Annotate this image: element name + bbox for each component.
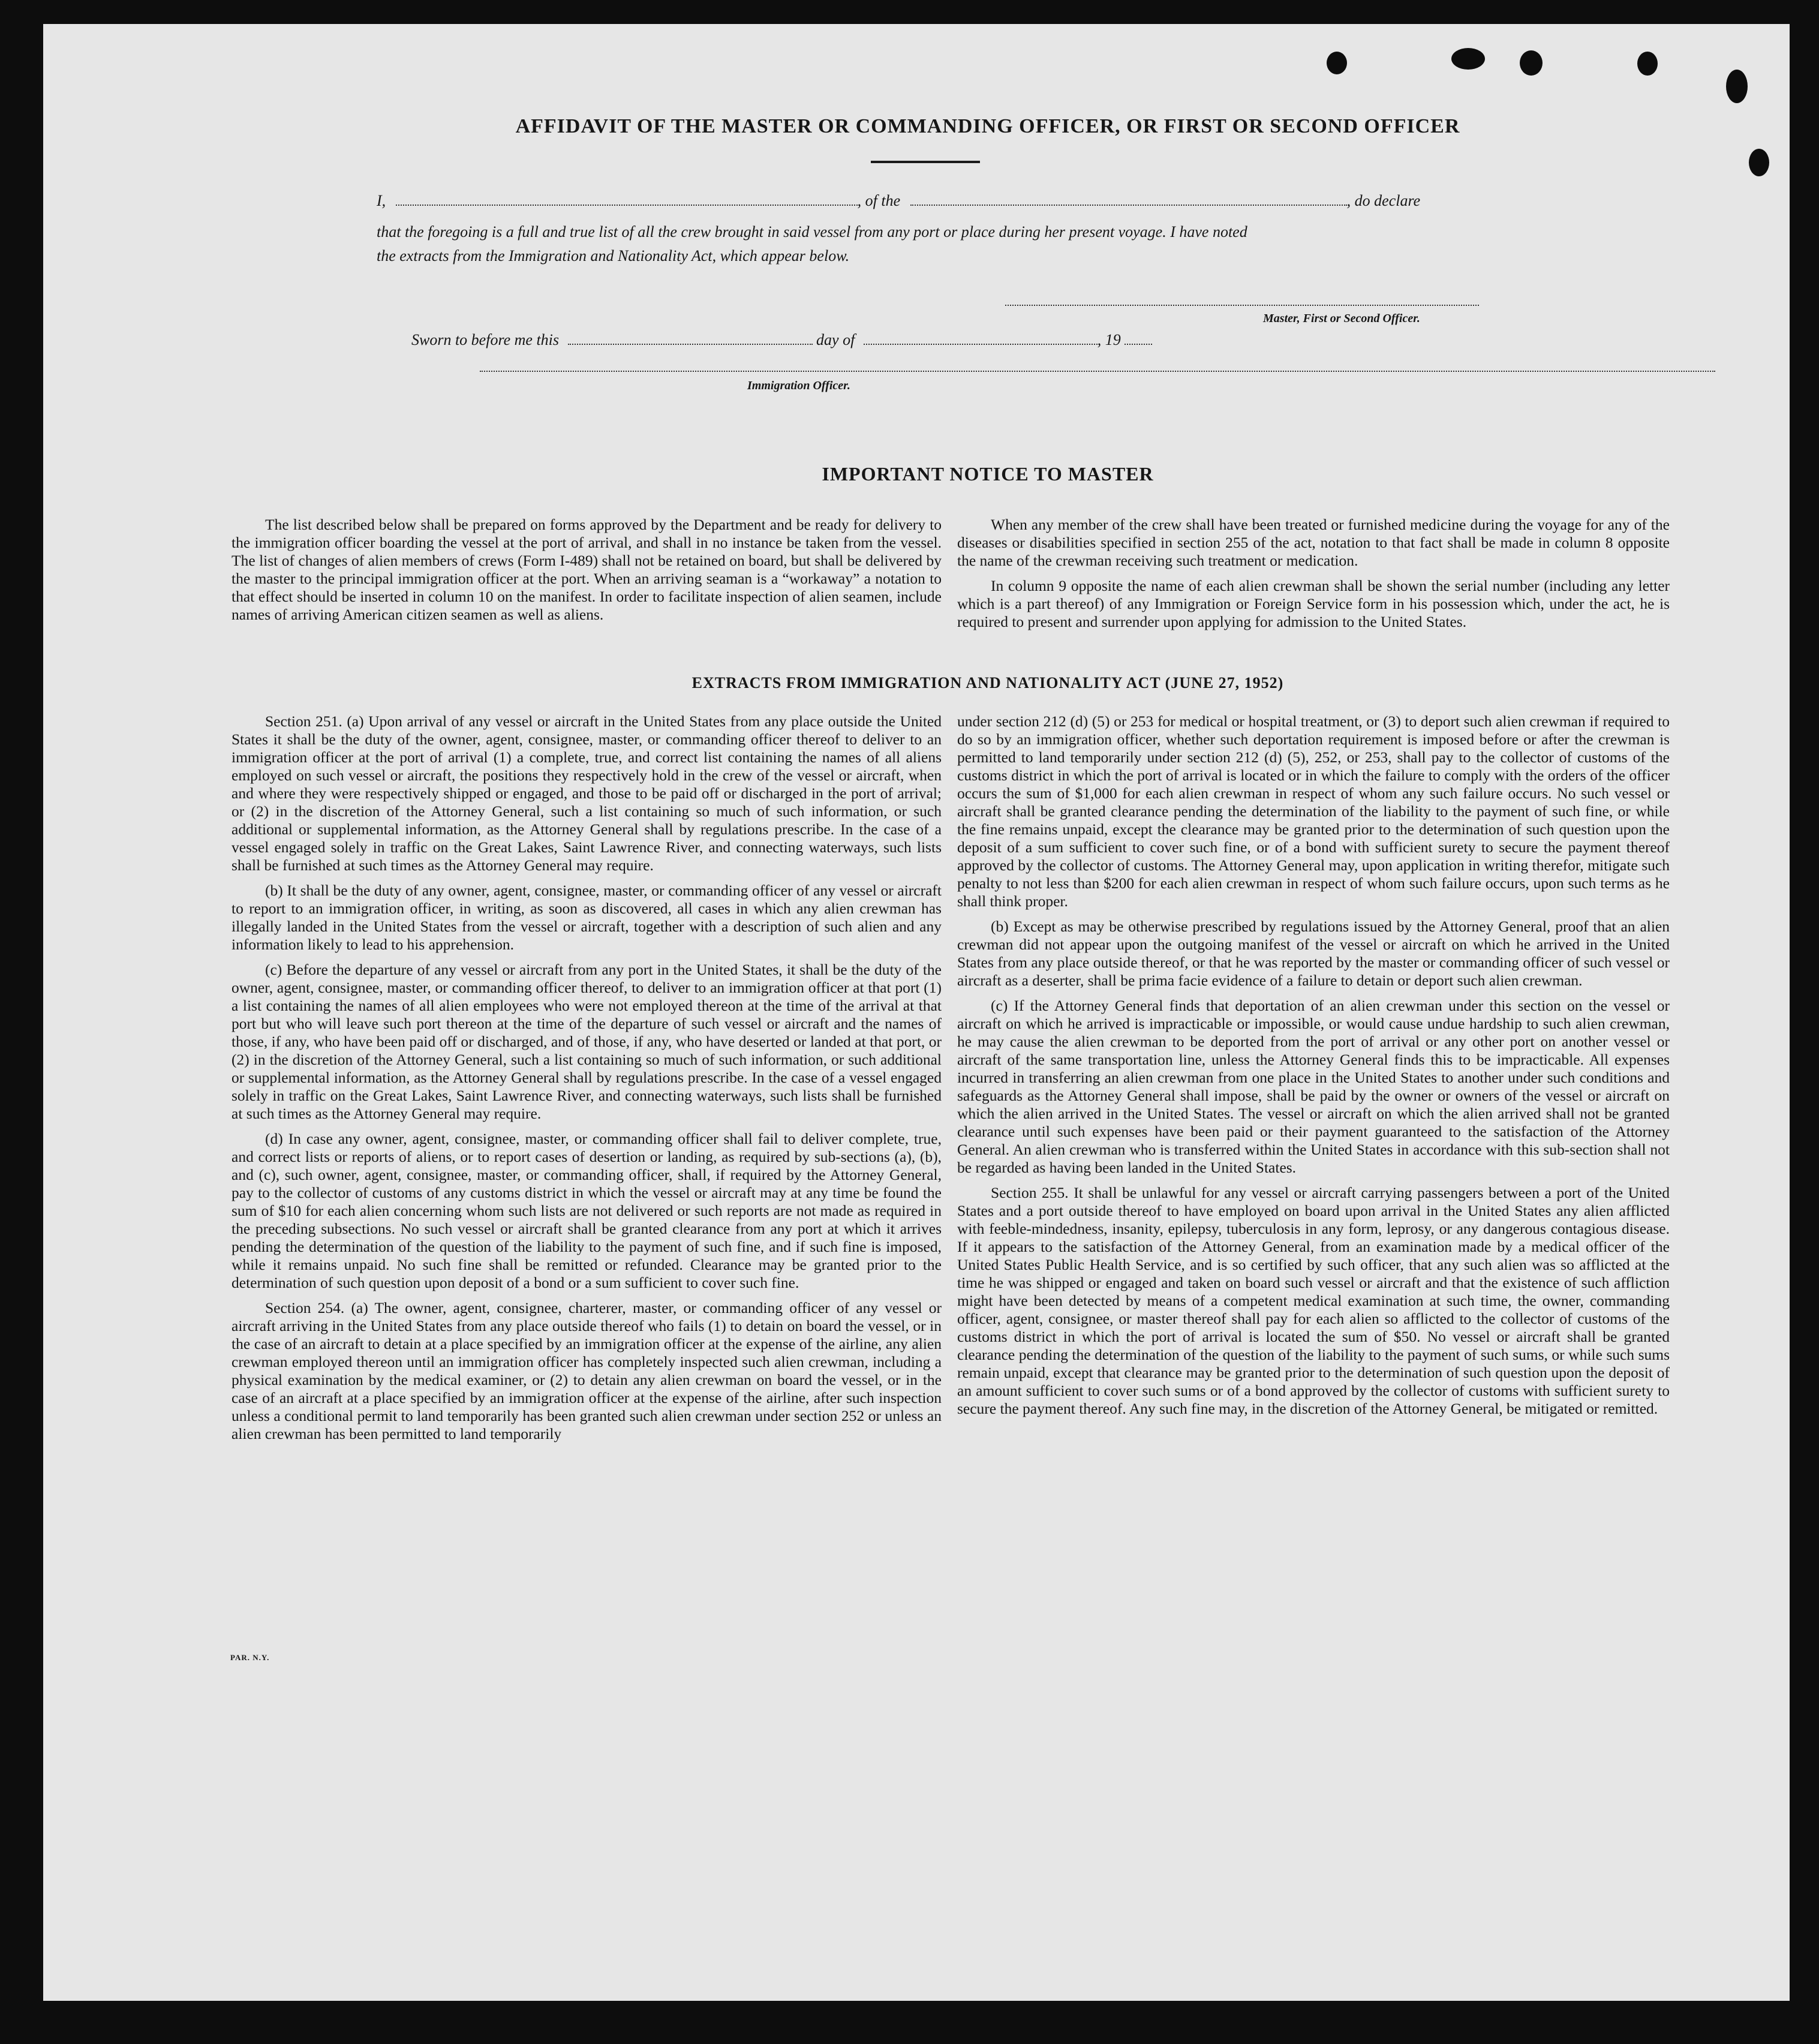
extracts-left-column [231, 713, 942, 1443]
notice-right-column [957, 516, 1670, 631]
notice-paragraph: When any member of the crew shall have been treated or furnished medicine during the voyage for any of the diseases or disabilities specified in section 255 of the act, notation to that fact shall be made in column 8 opposite the name of the crewman receiving such treatment or medication. [957, 516, 1670, 569]
punch-hole [1749, 149, 1769, 176]
section-255: Section 255. It shall be unlawful for any vessel or aircraft carrying passengers between a port of the United States and a port outside thereof to have employed on board upon arrival in the United States any alien afflicted with feeble-mindedness, insanity, epilepsy, tuberculosis in any form, leprosy, or any dangerous contagious disease. If it appears to the satisfaction of the Attorney General, from an examination made by a medical officer of the United States Public Health Service, and is so certified by such officer, that any such alien was so afflicted at the time he was shipped or engaged and taken on board such vessel or aircraft and that the existence of such affliction might have been detected by means of a competent medical examination at such time, the owner, commanding officer, agent, consignee, or master thereof shall pay for each alien so afflicted to the collector of customs of the customs district in which the port of arrival is located the sum of $50. No vessel or aircraft shall be granted clearance pending the determination of the question of the liability to the payment of such sums, or while such sums remain unpaid, except that clearance may be granted prior to the determination of such question upon the deposit of an amount sufficient to cover such sums or of a bond approved by the collector of customs with sufficient surety to secure the payment thereof. Any such fine may, in the discretion of the Attorney General, be mitigated or remitted. [957, 1184, 1670, 1417]
officer-signature-line[interactable] [480, 371, 1715, 372]
punch-hole [1726, 70, 1748, 103]
form-page [43, 24, 1790, 2001]
section-254c: (c) If the Attorney General finds that deportation of an alien crewman under this section on the vessel or aircraft on which he arrived is impracticable or impossible, or would cause undue hardship to such alien crewman, he may cause the alien crewman to be deported from the port of arrival or any other port on another vessel or aircraft of the same transportation line, unless the Attorney General finds this to be impracticable. All expenses incurred in transferring an alien crewman from one place in the United States to another under such conditions and safeguards as the Attorney General shall impose, shall be paid by the owner or owners of the vessel or aircraft on which the alien arrived in the United States. The vessel or aircraft on which the alien arrived shall not be granted clearance until such expenses have been paid or their payment guaranteed to the satisfaction of the Attorney General. An alien crewman who is transferred within the United States in accordance with this sub-section shall not be regarded as having been landed in the United States. [957, 997, 1670, 1176]
declaration-line-2: that the foregoing is a full and true list of all the crew brought in said vessel from any port or place during her present voyage. I have noted [377, 223, 1247, 241]
sworn-day-field[interactable] [568, 333, 813, 345]
sworn-year-field[interactable] [1125, 333, 1152, 345]
section-254a-continued: under section 212 (d) (5) or 253 for medical or hospital treatment, or (3) to deport such alien crewman if required to do so by an immigration officer, whether such deportation requirement is imposed before or after the crewman is permitted to land temporarily under section 212 (d) (5), 252, or 253, shall pay to the collector of customs of the customs district in which the port of arrival is located or in which the failure to comply with the orders of the officer occurs the sum of $1,000 for each alien crewman in respect of whom any such failure occurs. No such vessel or aircraft shall be granted clearance pending the determination of the liability to the payment of such fine, or while the fine remains unpaid, except the clearance may be granted prior to the determination of such question upon the deposit of a sum sufficient to cover such fine, or of a bond with sufficient surety to secure the payment thereof approved by the collector of customs. The Attorney General may, upon application in writing therefor, mitigate such penalty to not less than $200 for each alien crewman in respect of whom such failure occurs, upon such terms as he shall think proper. [957, 713, 1670, 910]
extracts-right-column [957, 713, 1670, 1418]
declarant-name-field[interactable] [396, 194, 858, 206]
punch-hole [1637, 52, 1658, 76]
punch-hole [1520, 50, 1543, 76]
master-signature-line[interactable] [1005, 305, 1479, 306]
sworn-day-of-label: day of [816, 331, 855, 348]
punch-hole [1451, 48, 1485, 70]
affidavit-title: AFFIDAVIT OF THE MASTER OR COMMANDING OFFICER, OR FIRST OR SECOND OFFICER [515, 115, 1460, 137]
sworn-prefix: Sworn to before me this [411, 331, 560, 348]
declarant-label: I, [377, 192, 386, 209]
printer-mark: PAR. N.Y. [230, 1653, 270, 1662]
sworn-month-field[interactable] [864, 333, 1098, 345]
notice-paragraph: The list described below shall be prepared on forms approved by the Department and be ready for delivery to the immigration officer boarding the vessel at the port of arrival, and shall in no instance be taken from the vessel. The list of changes of alien members of crews (Form I-489) shall not be retained on board, but shall be delivered by the master to the principal immigration officer at the port. When an arriving seaman is a “workaway” a notation to that effect should be inserted in column 10 on the manifest. In order to facilitate inspection of alien seamen, include names of arriving American citizen seamen as well as aliens. [231, 516, 942, 623]
officer-signature-label: Immigration Officer. [747, 379, 850, 392]
declaration-line-1 [377, 192, 1528, 210]
notice-title: IMPORTANT NOTICE TO MASTER [822, 463, 1154, 485]
sworn-line [411, 331, 1563, 349]
title-divider [871, 161, 980, 163]
declaration-line-3: the extracts from the Immigration and Nationality Act, which appear below. [377, 247, 850, 264]
section-251a: Section 251. (a) Upon arrival of any vessel or aircraft in the United States from any place outside the United States it shall be the duty of the owner, agent, consignee, master, or commanding officer thereof to deliver to an immigration officer at the port of arrival (1) a complete, true, and correct list containing the names of all aliens employed on such vessel or aircraft, the positions they respectively hold in the crew of the vessel or aircraft, when and where they were respectively shipped or engaged, and those to be paid off or discharged in the port of arrival; or (2) in the discretion of the Attorney General, such a list containing so much of such information, or such additional or supplemental information, as the Attorney General shall by regulations prescribe. In the case of a vessel engaged solely in traffic on the Great Lakes, Saint Lawrence River, and connecting waterways, such lists shall be furnished at such times as the Attorney General may require. [231, 713, 942, 874]
section-254b: (b) Except as may be otherwise prescribed by regulations issued by the Attorney General, proof that an alien crewman did not appear upon the outgoing manifest of the vessel or aircraft on which he arrived in the United States from any place outside thereof, or that he was reported by the master or commanding officer of such vessel or aircraft as a deserter, shall be prima facie evidence of a failure to detain or deport such alien crewman. [957, 918, 1670, 989]
vessel-name-field[interactable] [910, 194, 1347, 206]
sworn-year-label: , 19 [1097, 331, 1121, 348]
section-251c: (c) Before the departure of any vessel or aircraft from any port in the United States, it shall be the duty of the owner, agent, consignee, master, or commanding officer thereof, to deliver to an immigration officer at that port (1) a list containing the names of all alien employees who were not employed thereon at the time of the arrival at that port but who will leave such port thereon at the time of the departure of such vessel or aircraft and the names of those, if any, who have been paid off or discharged, and of those, if any, who have deserted or landed at that port, or (2) in the discretion of the Attorney General, such a list containing so much of such information, or such additional or supplemental information, as the Attorney General shall by regulations prescribe. In the case of a vessel engaged solely in traffic on the Great Lakes, Saint Lawrence River, and connecting waterways, such lists shall be furnished at such times as the Attorney General may require. [231, 961, 942, 1122]
master-signature-label: Master, First or Second Officer. [1263, 312, 1420, 325]
notice-left-column [231, 516, 942, 624]
extracts-title: EXTRACTS FROM IMMIGRATION AND NATIONALITY ACT (JUNE 27, 1952) [691, 674, 1284, 692]
punch-hole [1327, 52, 1347, 74]
section-254a: Section 254. (a) The owner, agent, consignee, charterer, master, or commanding officer of any vessel or aircraft arriving in the United States from any place outside thereof who fails (1) to detain on board the vessel, or in the case of an aircraft to detain at a place specified by an immigration officer at the expense of the airline, any alien crewman employed thereon until an immigration officer has completely inspected such alien crewman, including a physical examination by the medical examiner, or (2) to detain any alien crewman on board the vessel, or in the case of an aircraft at a place specified by an immigration officer at the expense of the airline, after such inspection unless a conditional permit to land temporarily has been granted such alien crewman under section 252 or unless an alien crewman has been permitted to land temporarily [231, 1299, 942, 1442]
declare-label: , do declare [1346, 192, 1421, 209]
vessel-label: , of the [857, 192, 901, 209]
section-251b: (b) It shall be the duty of any owner, agent, consignee, master, or commanding officer of any vessel or aircraft to report to an immigration officer, in writing, as soon as discovered, all cases in which any alien crewman has illegally landed in the United States from the vessel or aircraft, together with a description of such alien and any information likely to lead to his apprehension. [231, 882, 942, 953]
notice-paragraph: In column 9 opposite the name of each alien crewman shall be shown the serial number (including any letter which is a part thereof) of any Immigration or Foreign Service form in his possession which, under the act, he is required to present and surrender upon applying for admission to the United States. [957, 577, 1670, 630]
section-251d: (d) In case any owner, agent, consignee, master, or commanding officer shall fail to deliver complete, true, and correct lists or reports of aliens, or to report cases of desertion or landing, as required by sub-sections (a), (b), and (c), such owner, agent, consignee, master, or commanding officer, shall, if required by the Attorney General, pay to the collector of customs of any customs district in which the vessel or aircraft may at any time be found the sum of $10 for each alien concerning whom such lists are not delivered or such reports are not made as required in the preceding subsections. No such vessel or aircraft shall be granted clearance from any port at which it arrives pending the determination of the question of the liability to the payment of such fine, and if such fine is imposed, while it remains unpaid. No such fine shall be remitted or refunded. Clearance may be granted prior to the determination of such question upon deposit of a bond or a sum sufficient to cover such fine. [231, 1130, 942, 1291]
